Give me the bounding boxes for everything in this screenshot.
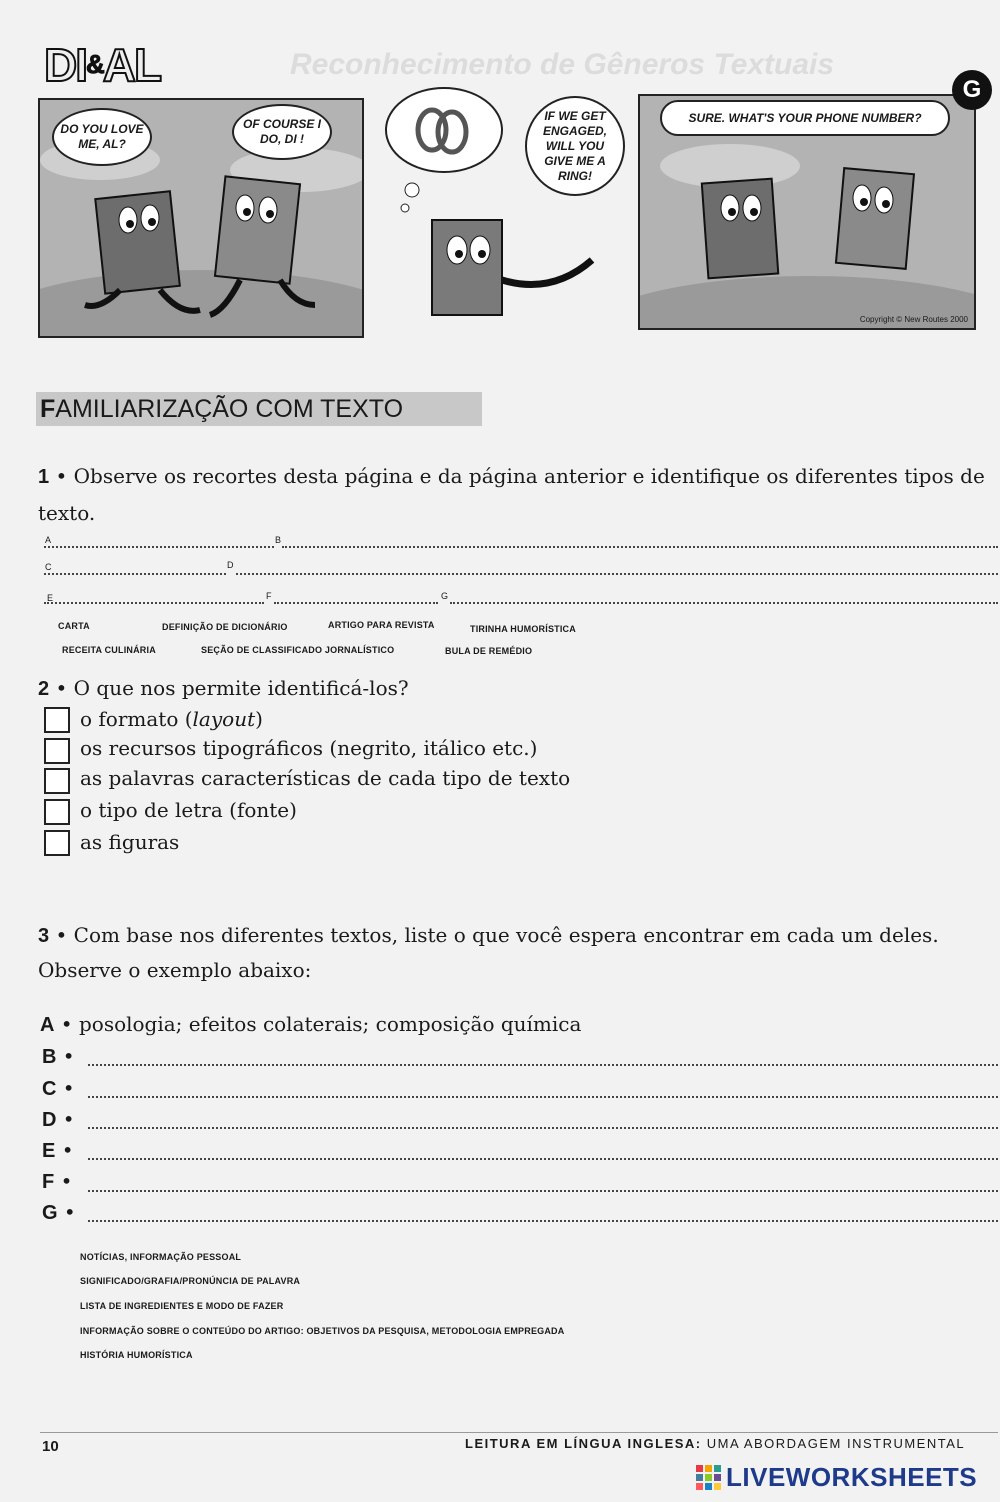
liveworksheets-logo-icon	[696, 1465, 722, 1491]
q3-row-b: B •	[42, 1044, 75, 1068]
q2-number: 2	[38, 678, 50, 700]
slot-label-c: C	[45, 562, 52, 572]
slot-line-b[interactable]	[282, 546, 998, 548]
section-title: AMILIARIZAÇÃO COM TEXTO	[55, 395, 404, 423]
book-title-bold: LEITURA EM LÍNGUA INGLESA:	[465, 1436, 702, 1451]
q1-bullet: •	[49, 464, 74, 488]
q3-line-e[interactable]	[88, 1158, 998, 1160]
book-title	[465, 1436, 965, 1451]
q2-choice-1: o formato (layout)	[80, 707, 263, 731]
q2-checkbox-3[interactable]	[44, 768, 70, 794]
q1-option[interactable]: ARTIGO PARA REVISTA	[328, 620, 435, 630]
q3-line-f[interactable]	[88, 1190, 998, 1192]
q2-checkbox-1[interactable]	[44, 707, 70, 733]
logo-amp: &	[86, 49, 103, 79]
q3-row-e: E •	[42, 1138, 74, 1162]
q3-text-1: Com base nos diferentes textos, liste o que você espera encontrar em cada um deles.	[73, 923, 939, 947]
q3-line-c[interactable]	[88, 1096, 998, 1098]
q3-row-g: G •	[42, 1200, 76, 1224]
q3-option[interactable]: SIGNIFICADO/GRAFIA/PRONÚNCIA DE PALAVRA	[80, 1276, 301, 1286]
slot-line-c[interactable]	[44, 573, 226, 575]
q2-choice-3: as palavras características de cada tipo de texto	[80, 766, 571, 790]
q3-option[interactable]: LISTA DE INGREDIENTES E MODO DE FAZER	[80, 1301, 284, 1311]
question-3	[38, 918, 939, 987]
q3-row-f: F •	[42, 1169, 73, 1193]
book-title-rest: UMA ABORDAGEM INSTRUMENTAL	[706, 1436, 966, 1451]
logo-al: AL	[102, 39, 161, 91]
slot-label-b: B	[275, 535, 282, 545]
question-1	[38, 458, 1000, 531]
q3-option[interactable]: NOTÍCIAS, INFORMAÇÃO PESSOAL	[80, 1252, 242, 1262]
q2-choice-1-italic: layout	[192, 707, 256, 731]
q3-option[interactable]: INFORMAÇÃO SOBRE O CONTEÚDO DO ARTIGO: OBJETIVOS DA PESQUISA, METODOLOGIA EMPREGADA	[80, 1326, 565, 1336]
liveworksheets-brand	[696, 1462, 977, 1493]
q2-text: O que nos permite identificá-los?	[73, 676, 409, 700]
speech-bubble-3: IF WE GET ENGAGED, WILL YOU GIVE ME A RING!	[525, 96, 625, 196]
comic-logo	[44, 38, 160, 92]
q3-text-2: Observe o exemplo abaixo:	[38, 958, 312, 982]
speech-bubble-2: OF COURSE I DO, DI !	[232, 104, 332, 160]
q1-option[interactable]: CARTA	[58, 621, 90, 631]
panel-label-g: G	[952, 70, 992, 110]
copyright-note: Copyright © New Routes 2000	[859, 315, 968, 324]
section-initial: F	[40, 395, 56, 423]
q1-text: Observe os recortes desta página e da página anterior e identifique os diferentes tipos de texto.	[38, 464, 985, 525]
q1-number: 1	[38, 466, 50, 488]
q2-choice-2: os recursos tipográficos (negrito, itálico etc.)	[80, 736, 538, 760]
q3-example-text: posologia; efeitos colaterais; composição química	[78, 1012, 582, 1036]
q3-example-letter: A	[40, 1014, 55, 1036]
q2-bullet: •	[49, 676, 74, 700]
slot-line-a[interactable]	[44, 546, 274, 548]
slot-label-f: F	[266, 591, 272, 601]
page-number: 10	[42, 1438, 59, 1455]
speech-bubble-1: DO YOU LOVE ME, AL?	[52, 108, 152, 166]
slot-line-f[interactable]	[274, 602, 438, 604]
q1-option[interactable]: SEÇÃO DE CLASSIFICADO JORNALÍSTICO	[201, 645, 395, 655]
q1-option[interactable]: BULA DE REMÉDIO	[445, 646, 533, 656]
q2-checkbox-5[interactable]	[44, 830, 70, 856]
slot-label-e: E	[47, 593, 54, 603]
q2-checkbox-2[interactable]	[44, 738, 70, 764]
q3-bullet: •	[49, 923, 74, 947]
question-2	[38, 676, 409, 701]
slot-label-a: A	[45, 535, 52, 545]
section-title-bar	[36, 392, 482, 426]
slot-line-e[interactable]	[44, 602, 264, 604]
q3-example-bullet: •	[54, 1012, 79, 1036]
brand-name: LIVEWORKSHEETS	[726, 1462, 978, 1492]
q3-row-c: C •	[42, 1076, 75, 1100]
q3-line-d[interactable]	[88, 1127, 998, 1129]
footer-rule	[40, 1432, 998, 1433]
q3-line-g[interactable]	[88, 1220, 998, 1222]
q1-option[interactable]: TIRINHA HUMORÍSTICA	[470, 624, 576, 634]
q3-line-b[interactable]	[88, 1064, 998, 1066]
q2-checkbox-4[interactable]	[44, 799, 70, 825]
slot-line-d[interactable]	[236, 573, 998, 575]
q3-row-d: D •	[42, 1107, 75, 1131]
q2-choice-4: o tipo de letra (fonte)	[80, 798, 297, 822]
logo-di: DI	[44, 39, 86, 91]
q2-choice-5: as figuras	[80, 830, 180, 854]
slot-label-g: G	[441, 591, 449, 601]
q3-option[interactable]: HISTÓRIA HUMORÍSTICA	[80, 1350, 193, 1360]
slot-label-d: D	[227, 560, 234, 570]
q1-option[interactable]: RECEITA CULINÁRIA	[62, 645, 156, 655]
slot-line-g[interactable]	[450, 602, 998, 604]
q3-example	[40, 1012, 581, 1037]
show-through-heading: Reconhecimento de Gêneros Textuais	[290, 48, 835, 81]
q3-number: 3	[38, 925, 50, 947]
q1-option[interactable]: DEFINIÇÃO DE DICIONÁRIO	[162, 622, 288, 632]
q3-line-1	[38, 918, 939, 953]
comic-panel-3	[638, 94, 976, 330]
speech-bubble-4: SURE. WHAT'S YOUR PHONE NUMBER?	[660, 100, 950, 136]
